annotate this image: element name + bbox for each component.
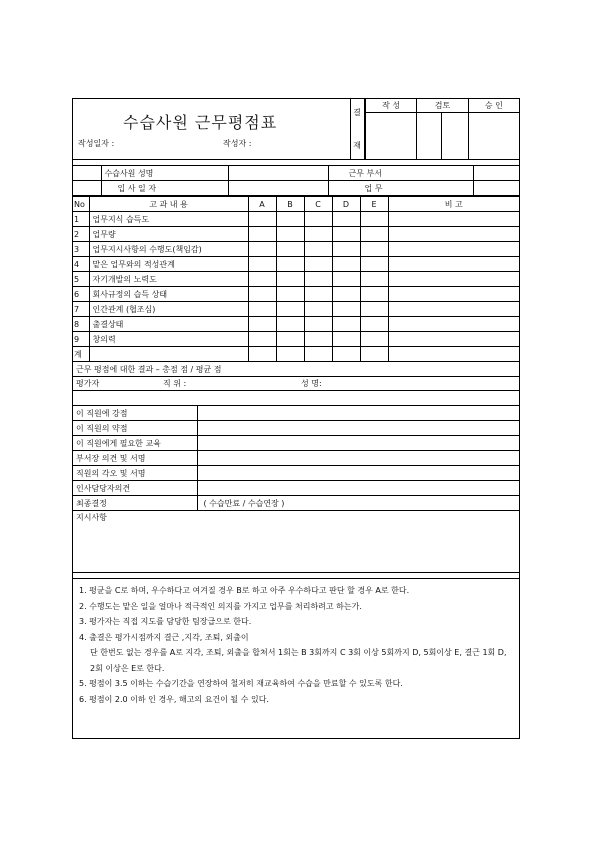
opinion-field[interactable] — [197, 466, 519, 481]
grade-cell[interactable] — [248, 287, 276, 302]
evaluation-form — [72, 98, 520, 739]
opinions-table — [73, 405, 519, 573]
row-no: 1 — [73, 212, 89, 227]
opinion-label: 인사담당자의견 — [73, 481, 197, 496]
opinion-label: 이 직원에게 필요한 교육 — [73, 436, 197, 451]
content-header: 고 과 내 용 — [89, 197, 248, 212]
grade-d-header: D — [332, 197, 360, 212]
grade-a-header: A — [248, 197, 276, 212]
grade-cell[interactable] — [248, 332, 276, 347]
opinion-rows — [73, 406, 519, 511]
evaluator-row — [73, 377, 519, 391]
note-3: 3. 평가자는 직접 지도를 담당한 팀장급으로 한다. — [79, 617, 252, 626]
score-summary: 근무 평점에 대한 결과 – 총점 점 / 평균 점 — [73, 362, 519, 377]
opinion-row — [73, 496, 519, 511]
grade-cell[interactable] — [276, 347, 304, 362]
opinion-field[interactable] — [197, 421, 519, 436]
approval-box — [350, 99, 519, 159]
table-row — [73, 227, 519, 242]
remark-cell[interactable] — [388, 302, 519, 317]
grade-cell[interactable] — [304, 272, 332, 287]
approval-sign-author[interactable] — [366, 113, 417, 160]
grade-cell[interactable] — [332, 287, 360, 302]
table-row — [73, 212, 519, 227]
evaluation-header-row — [73, 197, 519, 212]
opinion-label: 부서장 의견 및 서명 — [73, 451, 197, 466]
remark-cell[interactable] — [388, 227, 519, 242]
grade-cell[interactable] — [360, 317, 388, 332]
opinion-row — [73, 406, 519, 421]
table-row — [73, 302, 519, 317]
table-row — [73, 242, 519, 257]
row-no: 8 — [73, 317, 89, 332]
grade-cell[interactable] — [276, 272, 304, 287]
final-decision-options[interactable]: ( 수습만료 / 수습연장 ) — [203, 498, 285, 508]
grade-cell[interactable] — [248, 242, 276, 257]
join-date-label: 입 사 일 자 — [101, 181, 228, 196]
grade-cell[interactable] — [248, 212, 276, 227]
remark-cell[interactable] — [388, 272, 519, 287]
grade-cell[interactable] — [276, 287, 304, 302]
grade-cell[interactable] — [276, 227, 304, 242]
grade-cell[interactable] — [304, 257, 332, 272]
table-row — [73, 257, 519, 272]
notes-section — [73, 578, 519, 707]
remark-cell[interactable] — [388, 257, 519, 272]
remark-cell[interactable] — [388, 287, 519, 302]
grade-b-header: B — [276, 197, 304, 212]
grade-cell[interactable] — [248, 317, 276, 332]
grade-cell[interactable] — [304, 287, 332, 302]
employee-info-table — [73, 160, 519, 196]
row-no: 7 — [73, 302, 89, 317]
evaluator-table — [73, 377, 519, 406]
opinion-label: 직원의 각오 및 서명 — [73, 466, 197, 481]
grade-cell[interactable] — [304, 302, 332, 317]
instructions-box[interactable] — [73, 511, 519, 573]
grade-cell[interactable] — [304, 347, 332, 362]
row-item — [89, 347, 248, 362]
opinion-field[interactable] — [197, 481, 519, 496]
form-title: 수습사원 근무평점표 — [123, 113, 278, 132]
evaluator-name[interactable]: 성 명: — [301, 379, 322, 388]
opinion-row — [73, 466, 519, 481]
department-field[interactable] — [473, 166, 519, 181]
duty-label: 업 무 — [328, 181, 473, 196]
table-row — [73, 272, 519, 287]
grade-cell[interactable] — [360, 212, 388, 227]
row-item: 회사규정의 습득 상태 — [89, 287, 248, 302]
approval-col-approve: 승 인 — [468, 98, 519, 113]
table-row — [73, 317, 519, 332]
remark-header: 비 고 — [388, 197, 519, 212]
row-item: 업무지식 습득도 — [89, 212, 248, 227]
evaluator-position[interactable]: 직 위 : — [163, 379, 187, 388]
grade-cell[interactable] — [276, 302, 304, 317]
note-4-detail: 단 한번도 없는 경우를 A로 지각, 조퇴, 외출을 합쳐서 1회는 B 3회까지 C 3회 이상 5회까지 D, 5회이상 E, 결근 1회 D, 2회 이상은 E로 한다. — [90, 648, 507, 673]
remark-cell[interactable] — [388, 347, 519, 362]
grade-cell[interactable] — [360, 347, 388, 362]
grade-cell[interactable] — [248, 347, 276, 362]
row-no: 5 — [73, 272, 89, 287]
evaluation-rows — [73, 212, 519, 362]
no-header: No — [73, 197, 89, 212]
grade-cell[interactable] — [304, 227, 332, 242]
grade-cell[interactable] — [248, 257, 276, 272]
approval-jae: 재 — [353, 141, 361, 150]
row-item: 출결상태 — [89, 317, 248, 332]
row-item: 인간관계 (협조심) — [89, 302, 248, 317]
opinion-field[interactable] — [197, 496, 519, 511]
approval-gyeol: 결 — [353, 108, 361, 117]
opinion-row — [73, 481, 519, 496]
row-no: 6 — [73, 287, 89, 302]
instructions-label: 지시사항 — [76, 513, 107, 522]
grade-cell[interactable] — [332, 347, 360, 362]
note-4: 4. 출결은 평가시점까지 결근 ,지각, 조퇴, 외출이 — [79, 632, 249, 642]
remark-cell[interactable] — [388, 332, 519, 347]
grade-cell[interactable] — [248, 227, 276, 242]
grade-cell[interactable] — [332, 227, 360, 242]
row-item: 맡은 업무와의 적성관계 — [89, 257, 248, 272]
grade-cell[interactable] — [304, 212, 332, 227]
duty-field[interactable] — [473, 181, 519, 196]
note-5: 5. 평점이 3.5 이하는 수습기간을 연장하여 철저히 재교육하여 수습을 만료할 수 있도록 한다. — [79, 679, 403, 688]
grade-cell[interactable] — [360, 272, 388, 287]
grade-cell[interactable] — [332, 242, 360, 257]
grade-cell[interactable] — [360, 242, 388, 257]
evaluation-table — [73, 196, 519, 377]
author-label: 작성자 : — [223, 139, 252, 148]
opinion-row — [73, 451, 519, 466]
approval-sign-approve[interactable] — [468, 113, 519, 160]
row-item: 창의력 — [89, 332, 248, 347]
table-row — [73, 287, 519, 302]
approval-table — [365, 98, 520, 159]
grade-cell[interactable] — [304, 332, 332, 347]
grade-cell[interactable] — [276, 317, 304, 332]
grade-c-header: C — [304, 197, 332, 212]
opinion-field[interactable] — [197, 406, 519, 421]
note-2: 2. 수행도는 맡은 일을 얼마나 적극적인 의지를 가지고 업무를 처리하려고 하는가. — [79, 601, 362, 611]
opinion-label: 이 직원의 약점 — [73, 421, 197, 436]
grade-cell[interactable] — [276, 332, 304, 347]
opinion-row — [73, 421, 519, 436]
grade-cell[interactable] — [276, 212, 304, 227]
row-no: 3 — [73, 242, 89, 257]
remark-cell[interactable] — [388, 242, 519, 257]
grade-cell[interactable] — [360, 287, 388, 302]
grade-cell[interactable] — [332, 317, 360, 332]
row-item: 업무지시사항의 수행도(책임감) — [89, 242, 248, 257]
employee-name-field[interactable] — [228, 166, 328, 181]
grade-cell[interactable] — [332, 272, 360, 287]
note-6: 6. 평점이 2.0 이하 인 경우, 해고의 요건이 될 수 있다. — [79, 694, 269, 704]
opinion-field[interactable] — [197, 451, 519, 466]
table-row — [73, 347, 519, 362]
grade-cell[interactable] — [248, 302, 276, 317]
table-row — [73, 332, 519, 347]
evaluator-label: 평가자 — [76, 379, 100, 388]
opinion-label: 이 직원에 강점 — [73, 406, 197, 421]
row-no: 4 — [73, 257, 89, 272]
row-no: 2 — [73, 227, 89, 242]
approval-side-label — [350, 99, 365, 159]
employee-name-label: 수습사원 성명 — [101, 166, 228, 181]
grade-cell[interactable] — [360, 302, 388, 317]
opinion-row — [73, 436, 519, 451]
grade-cell[interactable] — [332, 332, 360, 347]
row-no: 계 — [73, 347, 89, 362]
row-no: 9 — [73, 332, 89, 347]
grade-cell[interactable] — [360, 332, 388, 347]
join-date-field[interactable] — [228, 181, 328, 196]
grade-cell[interactable] — [332, 257, 360, 272]
opinion-label: 최종결정 — [73, 496, 197, 511]
grade-cell[interactable] — [332, 302, 360, 317]
remark-cell[interactable] — [388, 317, 519, 332]
opinion-field[interactable] — [197, 436, 519, 451]
grade-cell[interactable] — [276, 257, 304, 272]
approval-sign-review[interactable] — [417, 113, 468, 160]
grade-e-header: E — [360, 197, 388, 212]
note-1: 1. 평균을 C로 하며, 우수하다고 여겨질 경우 B로 하고 아주 우수하다고 판단 할 경우 A로 한다. — [79, 586, 410, 595]
grade-cell[interactable] — [360, 257, 388, 272]
row-item: 자기개발의 노력도 — [89, 272, 248, 287]
grade-cell[interactable] — [248, 272, 276, 287]
grade-cell[interactable] — [304, 242, 332, 257]
grade-cell[interactable] — [360, 227, 388, 242]
grade-cell[interactable] — [332, 212, 360, 227]
approval-col-author: 작 성 — [366, 98, 417, 113]
author-date-label: 작성일자 : — [78, 139, 115, 148]
form-header — [73, 99, 519, 160]
remark-cell[interactable] — [388, 212, 519, 227]
approval-col-review: 검토 — [417, 98, 468, 113]
grade-cell[interactable] — [304, 317, 332, 332]
grade-cell[interactable] — [276, 242, 304, 257]
row-item: 업무량 — [89, 227, 248, 242]
department-label: 근무 부서 — [328, 166, 473, 181]
